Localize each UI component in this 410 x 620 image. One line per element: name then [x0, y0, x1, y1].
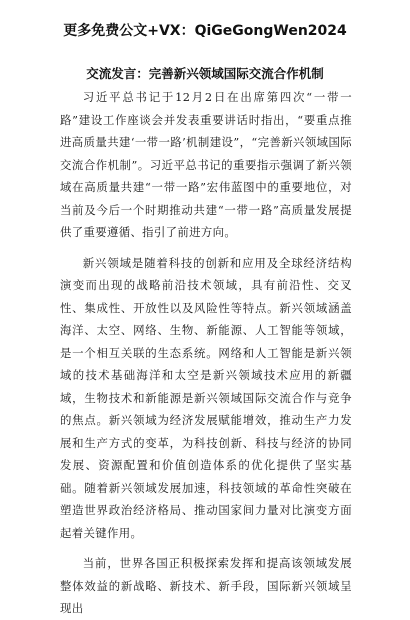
- promo-banner: 更多免费公文+VX：QiGeGongWen2024: [63, 23, 347, 39]
- document-title: 交流发言：完善新兴领域国际交流合作机制: [86, 66, 324, 81]
- paragraph-3: 当前，世界各国正积极探索发挥和提高该领域发展整体效益的新战略、新技术、新手段，国际新兴领域呈现出: [60, 556, 352, 615]
- document-body: [60, 86, 352, 620]
- paragraph-2: 新兴领域是随着科技的创新和应用及全球经济结构演变而出现的战略前沿技术领域，具有前沿性、交叉性、集成性、开放性以及风险性等特点。新兴领域涵盖海洋、太空、网络、生物、新能源、人工智能等领域，是一个相互关联的生态系统。网络和人工智能是新兴领域的技术基础海洋和太空是新兴领域技术应用的新疆域，生物技术和新能源是新兴领域国际交流合作与竞争的焦点。新兴领域为经济发展赋能增效，推动生产力发展和生产方式的变革，为科技创新、科技与经济的协同发展、资源配置和价值创造体系的优化提供了坚实基础。随着新兴领域发展加速，科技领域的革命性突破在塑造世界政治经济格局、推动国家间力量对比演变方面起着关键作用。: [60, 255, 352, 540]
- paragraph-1: 习近平总书记于12月2日在出席第四次“一带一路”建设工作座谈会并发表重要讲话时指出，“要重点推进高质量共建‘一带一路’机制建设”，“完善新兴领域国际交流合作机制”。习近平总书记的重要指示强调了新兴领域在高质量共建“一带一路”宏伟蓝图中的重要地位，对当前及今后一个时期推动共建“一带一路”高质量发展提供了重要遵循、指引了前进方向。: [60, 90, 352, 239]
